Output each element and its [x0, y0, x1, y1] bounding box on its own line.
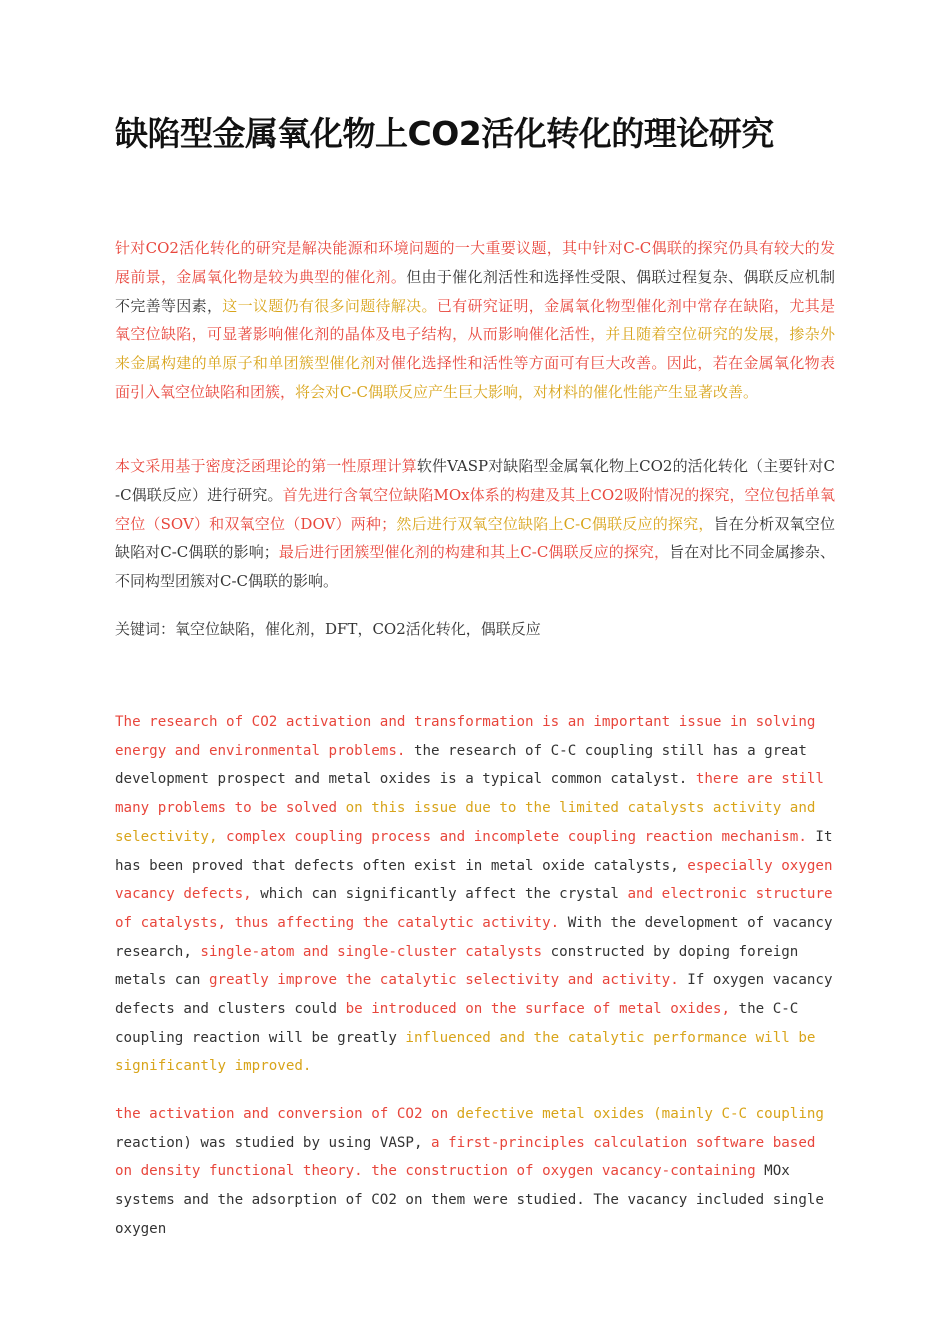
text-segment: 然后进行双氧空位缺陷上C-C偶联反应的探究， — [396, 514, 714, 533]
text-segment: the construction of oxygen vacancy-containing — [362, 1163, 756, 1180]
text-segment: and electronic structure of catalysts, thus affecting the catalytic activity. — [115, 886, 833, 931]
keywords-zh: 关键词：氧空位缺陷，催化剂，DFT，CO2活化转化，偶联反应 — [115, 620, 541, 638]
text-segment: 最后进行团簇型催化剂的构建和其上C-C偶联反应的探究， — [278, 543, 670, 562]
text-segment: If oxygen vacancy defects and clusters could — [115, 972, 833, 1018]
text-segment: constructed by doping foreign metals can — [115, 943, 799, 989]
text-segment: the activation and conversion of CO2 on — [115, 1106, 449, 1122]
text-segment: 这一议题仍有很多问题待解决。 — [222, 296, 437, 315]
text-segment: single-atom and single-cluster catalysts — [191, 943, 543, 960]
text-segment: 本文采用基于密度泛函理论的第一性原理计算 — [115, 457, 417, 475]
text-segment: The research of CO2 activation and transformation is an important issue in solving energy and environmental problems. — [115, 714, 816, 759]
abstract-zh-paragraph-1 — [115, 234, 835, 407]
text-segment: there are still many problems to be solved — [115, 771, 824, 817]
text-segment: MOx systems and the adsorption of CO2 on them were studied. The vacancy included single oxygen — [115, 1163, 824, 1237]
text-segment: on this issue due to the limited catalysts activity and selectivity, — [115, 800, 816, 845]
text-segment: 软件VASP对缺陷型金属氧化物上CO2的活化转化（主要针对C-C偶联反应）进行研究。 — [115, 457, 835, 504]
text-segment: which can significantly affect the crystal — [251, 886, 619, 903]
text-segment: especially oxygen vacancy defects, — [115, 857, 833, 903]
text-segment: 但由于催化剂活性和选择性受限、偶联过程复杂、偶联反应机制不完善等因素， — [115, 267, 835, 315]
text-segment: greatly improve the catalytic selectivity and activity. — [200, 972, 679, 989]
text-segment: defective metal oxides (mainly C-C coupling — [448, 1106, 824, 1122]
text-segment: the research of C-C coupling still has a great development prospect and metal oxides is a typical common catalyst. — [115, 742, 807, 788]
text-segment: the C-C coupling reaction will be greatly — [115, 1001, 799, 1046]
text-segment: a first-principles calculation software based on density functional theory. — [115, 1134, 816, 1180]
abstract-zh-paragraph-2 — [115, 452, 835, 596]
abstract-en-paragraph-2 — [115, 1100, 835, 1244]
abstract-en-paragraph-1 — [115, 708, 835, 1081]
text-segment: 已有研究证明，金属氧化物型催化剂中常存在缺陷，尤其是氧空位缺陷，可显著影响催化剂的晶体及电子结构，从而影响催化活性， — [115, 296, 835, 344]
text-segment: complex coupling process and incomplete coupling reaction mechanism. — [217, 828, 807, 845]
paper-title: 缺陷型金属氧化物上CO2活化转化的理论研究 — [115, 114, 774, 153]
text-segment: 对催化选择性和活性等方面可有巨大改善。因此，若在金属氧化物表面引入氧空位缺陷和团簇， — [115, 354, 835, 401]
text-segment: be introduced on the surface of metal oxides, — [337, 1001, 731, 1018]
text-segment: 首先进行含氧空位缺陷MOx体系的构建及其上CO2吸附情况的探究，空位包括单氧空位（SOV）和双氧空位（DOV）两种； — [115, 485, 836, 533]
text-segment: influenced and the catalytic performance will be significantly improved. — [115, 1029, 816, 1075]
text-segment: 旨在分析双氧空位缺陷对C-C偶联的影响； — [115, 514, 835, 562]
text-segment: 将会对C-C偶联反应产生巨大影响，对材料的催化性能产生显著改善。 — [295, 382, 759, 401]
text-segment: 旨在对比不同金属掺杂、不同构型团簇对C-C偶联的影响。 — [115, 543, 835, 591]
text-segment: reaction) was studied by using VASP, — [115, 1134, 423, 1151]
text-segment: 并且随着空位研究的发展，掺杂外来金属构建的单原子和单团簇型催化剂 — [115, 325, 835, 373]
text-segment: It has been proved that defects often exist in metal oxide catalysts, — [115, 828, 833, 874]
text-segment: 针对CO2活化转化的研究是解决能源和环境问题的一大重要议题，其中针对C-C偶联的探究仍具有较大的发展前景，金属氧化物是较为典型的催化剂。 — [115, 239, 835, 286]
text-segment: With the development of vacancy research, — [115, 914, 833, 960]
